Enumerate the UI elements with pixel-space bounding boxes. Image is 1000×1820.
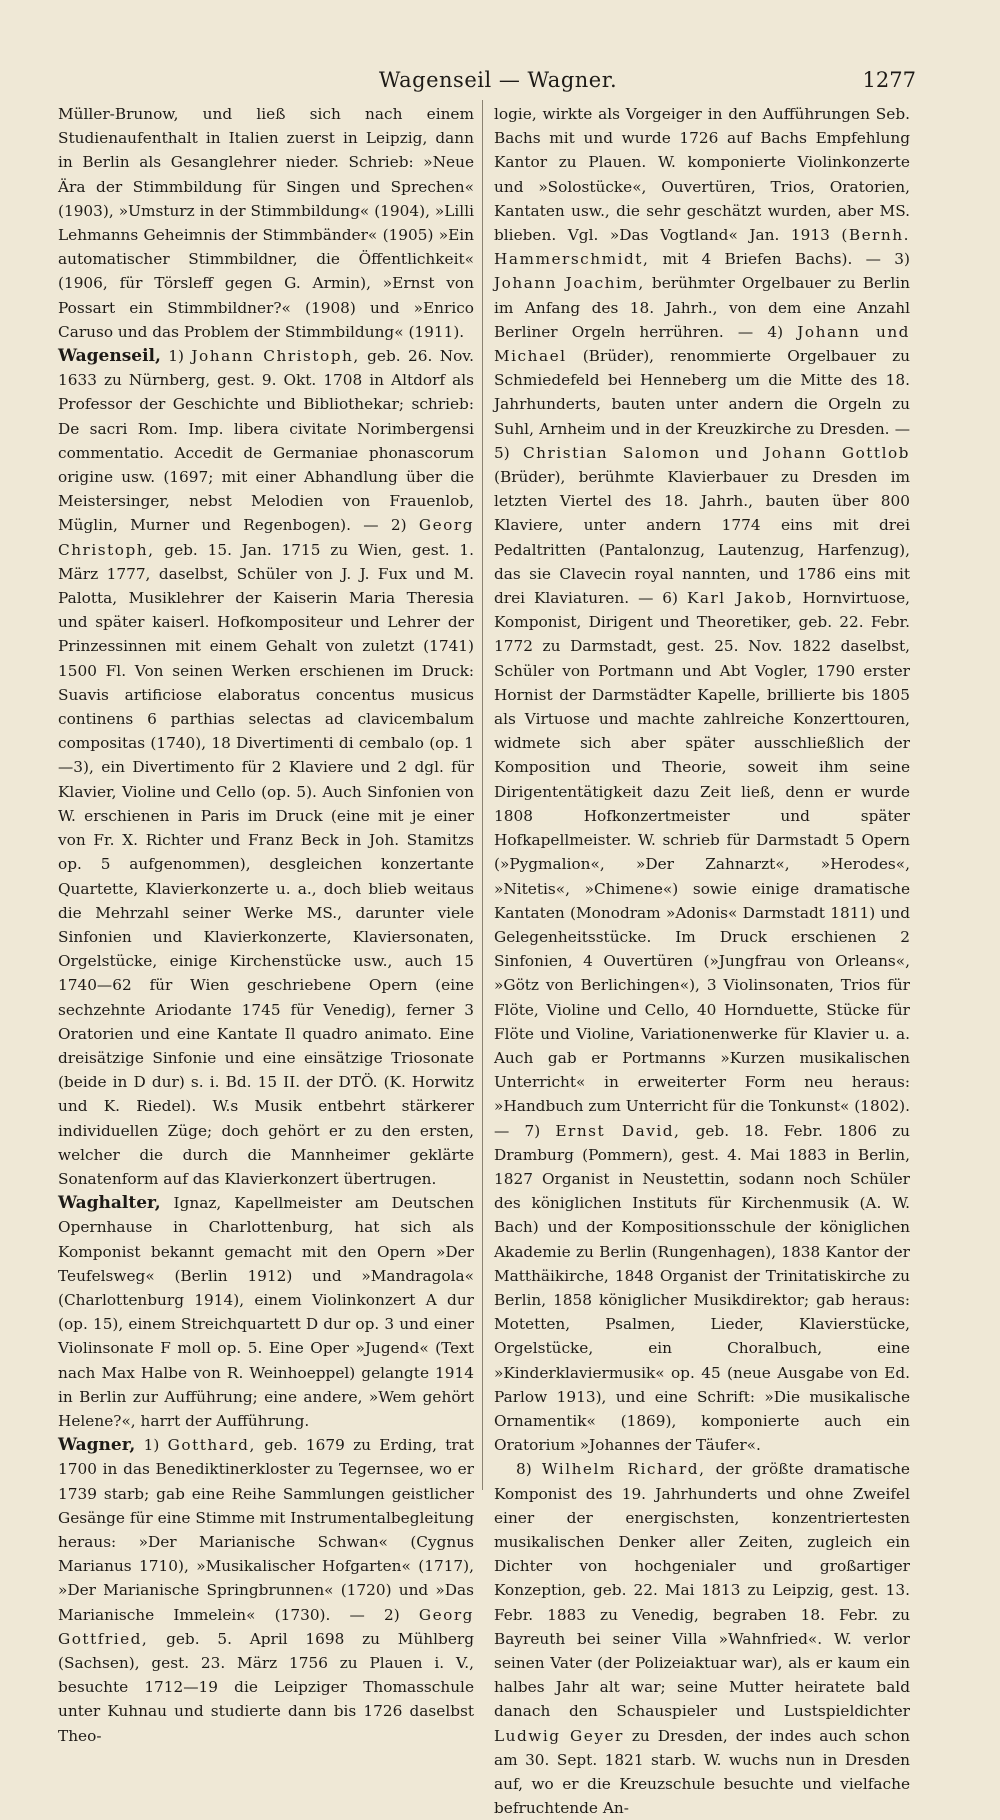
- ludwig-geyer-name: Ludwig Geyer: [494, 1726, 624, 1745]
- left-column: [58, 102, 474, 1745]
- wagner-body5: (Brüder), berühmte Klavierbauer zu Dresden im letzten Viertel des 18. Jahrh., bauten über 800 Klaviere, unter andern 1774 eins mit drei Pedaltritten (Pantalonzug, Lautenzug, Harfenzug), das sie Clavecin royal nannten, und 1786 eins mit drei Klaviaturen. — 6): [494, 468, 910, 608]
- headword-wagner: Wagner,: [58, 1435, 136, 1456]
- right-p1-ref-tail: mit 4 Briefen Bachs).: [662, 250, 853, 269]
- wagner-body6: Hornvirtuose, Komponist, Dirigent und Theoretiker, geb. 22. Febr. 1772 zu Darmstadt, gest. 25. Nov. 1822 daselbst, Schüler von Portmann und Abt Vogler, 1790 erster Hornist der Darmstädter Kapelle, brillierte bis 1805 als Virtuose und machte zahlreiche Konzerttouren, widmete sich aber später ausschließlich der Komposition und Theorie, soweit ihm seine Dirigententätigkeit dazu Zeit ließ, denn er wurde 1808 Hofkonzertmeister und später Hofkapellmeister. W. schrieb für Darmstadt 5 Opern (»Pygmalion«, »Der Zahnarzt«, »Herodes«, »Nitetis«, »Chimene«) sowie einige dramatische Kantaten (Monodram »Adonis« Darmstadt 1811) und Gelegenheitsstücke. Im Druck erschienen 2 Sinfonien, 4 Ouvertüren (»Jungfrau von Orleans«, »Götz von Berlichingen«), 3 Violinsonaten, Trios für Flöte, Violine und Cello, 40 Hornduette, Stücke für Flöte und Violine, Variationenwerke für Klavier u. a. Auch gab er Portmanns »Kurzen musikalischen Unterricht« in erweiterter Form neu heraus: »Handbuch zum Unterricht für die Tonkunst« (1802). — 7): [494, 589, 910, 1140]
- page-number: 1277: [862, 68, 916, 92]
- page-header: [80, 68, 916, 100]
- entry-waghalter: [58, 1191, 474, 1433]
- wagner-georg-gottfried-continuation: [494, 102, 910, 1457]
- wagenseil-name2: Georg Christoph,: [58, 516, 474, 559]
- wagner-body8b: zu Dresden, der indes auch schon am 30. Sept. 1821 starb. W. wuchs nun in Dresden auf, wo er die Kreuzschule besuchte und vielfache befruchtende An-: [494, 1726, 910, 1818]
- headword-waghalter: Waghalter,: [58, 1193, 161, 1214]
- wagner-name4: Johann und Michael: [494, 322, 910, 366]
- right-p1-ref: (Bernh. Hammerschmidt,: [494, 226, 910, 269]
- right-p1: logie, wirkte als Vorgeiger in den Aufführungen Seb. Bachs mit und wurde 1726 auf Bachs Empfehlung Kantor zu Plauen. W. komponierte Violinkonzerte und »Solostücke«, Ouvertüren, Trios, Oratorien, Kantaten usw., die sehr geschätzt wurden, aber MS. blieben. Vgl. »Das Vogtland« Jan. 1913: [494, 105, 910, 245]
- wagner-name2: Georg Gottfried,: [58, 1605, 474, 1648]
- wagner-name6: Karl Jakob,: [686, 589, 794, 608]
- wagner-body1: geb. 1679 zu Erding, trat 1700 in das Benediktinerkloster zu Tegernsee, wo er 1739 starb; gab eine Reihe Sammlungen geistlicher Gesänge für eine Stimme mit Instrumentalbegleitung heraus: »Der Marianische Schwan« (Cygnus Marianus 1710), »Musikalischer Hofgarten« (1717), »Der Marianische Springbrunnen« (1720) und »Das Marianische Immelein« (1730). — 2): [58, 1436, 474, 1624]
- wagner-num8: 8): [516, 1460, 532, 1479]
- headword-wagenseil: Wagenseil,: [58, 346, 161, 367]
- wagner-body4: (Brüder), renommierte Orgelbauer zu Schmiedefeld bei Henneberg um die Mitte des 18. Jahrhunderts, bauten unter andern die Orgeln zu Suhl, Arnheim und in der Kreuzkirche zu Dresden. — 5): [494, 347, 910, 462]
- wagner-body2: geb. 5. April 1698 zu Mühlberg (Sachsen), gest. 23. März 1756 zu Plauen i. V., besuchte 1712—19 die Leipziger Thomasschule unter Kuhnau und studierte dann bis 1726 daselbst Theo-: [58, 1629, 474, 1745]
- wagner-body8: der größte dramatische Komponist des 19. Jahrhunderts und ohne Zweifel einer der energischsten, konzentriertesten musikalischen Denker aller Zeiten, zugleich ein Dichter von hochgenialer und großartiger Konzeption, geb. 22. Mai 1813 zu Leipzig, gest. 13. Febr. 1883 zu Venedig, begraben 18. Febr. zu Bayreuth bei seiner Villa »Wahnfried«. W. verlor seinen Vater (der Polizeiaktuar war), als er kaum ein halbes Jahr alt war; seine Mutter heiratete bald danach den Schauspieler und Lustspieldichter: [494, 1460, 910, 1721]
- entry-richard-wagner: [494, 1457, 910, 1820]
- mueller-brunow-continuation: Müller-Brunow, und ließ sich nach einem Studienaufenthalt in Italien zuerst in Leipzig, dann in Berlin als Gesanglehrer nieder. Schrieb: »Neue Ära der Stimmbildung für Singen und Sprechen« (1903), »Umsturz in der Stimmbildung« (1904), »Lilli Lehmanns Geheimnis der Stimmbänder« (1905) »Ein automatischer Stimmbildner, die Öffentlichkeit« (1906, für Törsleff gegen G. Armin), »Ernst von Possart ein Stimmbildner?« (1908) und »Enrico Caruso und das Problem der Stimmbildung« (1911).: [58, 105, 474, 341]
- entry-wagenseil: [58, 344, 474, 1191]
- wagner-name1: Gotthard,: [167, 1436, 256, 1455]
- wagenseil-body2: geb. 15. Jan. 1715 zu Wien, gest. 1. März 1777, daselbst, Schüler von J. J. Fux und M. Palotta, Musiklehrer der Kaiserin Maria Theresia und später kaiserl. Hofkompositeur und Lehrer der Prinzessinnen mit einem Gehalt von zuletzt (1741) 1500 Fl. Von seinen Werken erschienen im Druck: Suavis artificiose elaboratus concentus musicus continens 6 parthias selectas ad clavicembalum compositas (1740), 18 Divertimenti di cembalo (op. 1—3), ein Divertimento für 2 Klaviere und 2 dgl. für Klavier, Violine und Cello (op. 5). Auch Sinfonien von W. erschienen in Paris im Druck (eine mit je einer von Fr. X. Richter und Franz Beck in Joh. Stamitzs op. 5 aufgenommen), desgleichen konzertante Quartette, Klavierkonzerte u. a., doch blieb weitaus die Mehrzahl seiner Werke MS., darunter viele Sinfonien und Klavierkonzerte, Klaviersonaten, Orgelstücke, einige Kirchenstücke usw., auch 15 1740—62 für Wien geschriebene Opern (eine sechzehnte Ariodante 1745 für Venedig), ferner 3 Oratorien und eine Kantate Il quadro animato. Eine dreisätzige Sinfonie und eine einsätzige Triosonate (beide in D dur) s. i. Bd. 15 II. der DTÖ. (K. Horwitz und K. Riedel). W.s Musik entbehrt stärkerer individuellen Züge; doch gehört er zu den ersten, welcher die durch die Mannheimer geklärte Sonatenform auf das Klavierkonzert übertrugen.: [58, 540, 474, 1188]
- wagenseil-body1: geb. 26. Nov. 1633 zu Nürnberg, gest. 9. Okt. 1708 in Altdorf als Professor der Geschichte und Bibliothekar; schrieb: De sacri Rom. Imp. libera civitate Norimbergensi commentatio. Accedit de Germaniae phonascorum origine usw. (1697; mit einer Abhandlung über die Meistersinger, nebst Melodien von Frauenlob, Müglin, Murner und Regenbogen). — 2): [58, 347, 474, 535]
- entry-wagner: [58, 1433, 474, 1748]
- right-column: [494, 102, 910, 1818]
- wagner-body7: geb. 18. Febr. 1806 zu Dramburg (Pommern), gest. 4. Mai 1883 in Berlin, 1827 Organist in Neustettin, sodann noch Schüler des königlichen Instituts für Kirchenmusik (A. W. Bach) und der Kompositionsschule der königlichen Akademie zu Berlin (Rungenhagen), 1838 Kantor der Matthäikirche, 1848 Organist der Trinitatiskirche zu Berlin, 1858 königlicher Musikdirektor; gab heraus: Motetten, Psalmen, Lieder, Klavierstücke, Orgelstücke, ein Choralbuch, eine »Kinderklaviermusik« op. 45 (neue Ausgabe von Ed. Parlow 1913), und eine Schrift: »Die musikalische Ornamentik« (1869), komponierte auch ein Oratorium »Johannes der Täufer«.: [494, 1121, 910, 1455]
- right-p2-lead: — 3): [865, 250, 910, 269]
- wagenseil-name1: Johann Christoph,: [191, 347, 360, 366]
- wagner-num1: 1): [143, 1436, 160, 1455]
- wagner-body3: berühmter Orgelbauer zu Berlin im Anfang des 18. Jahrh., von dem eine Anzahl Berliner Orgeln herrühren. — 4): [494, 274, 910, 341]
- waghalter-body: Ignaz, Kapellmeister am Deutschen Opernhause in Charlottenburg, hat sich als Komponist bekannt gemacht mit den Opern »Der Teufelsweg« (Berlin 1912) und »Mandragola« (Charlottenburg 1914), einem Violinkonzert A dur (op. 15), einem Streichquartett D dur op. 3 und einer Violinsonate F moll op. 5. Eine Oper »Jugend« (Text nach Max Halbe von R. Weinhoeppel) gelangte 1914 in Berlin zur Aufführung; eine andere, »Wem gehört Helene?«, harrt der Aufführung.: [58, 1194, 474, 1430]
- running-title: Wagenseil — Wagner.: [378, 68, 618, 92]
- wagner-name8: Wilhelm Richard,: [541, 1460, 706, 1479]
- wagenseil-num1: 1): [168, 347, 184, 366]
- wagner-name3: Johann Joachim,: [494, 274, 645, 293]
- text-columns: [58, 102, 910, 1818]
- wagner-name7: Ernst David,: [555, 1121, 681, 1140]
- wagner-name5: Christian Salomon und Johann Gottlob: [522, 443, 910, 462]
